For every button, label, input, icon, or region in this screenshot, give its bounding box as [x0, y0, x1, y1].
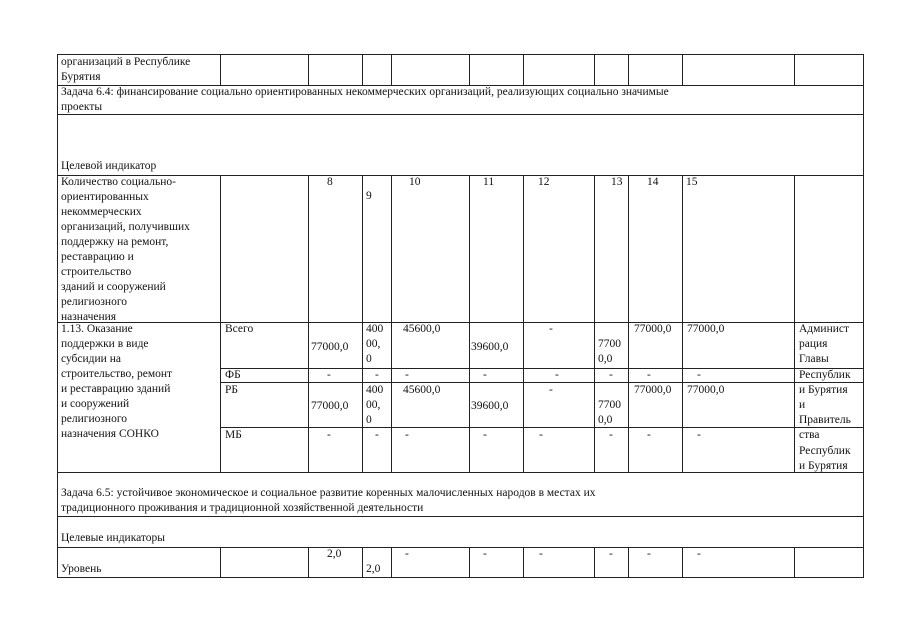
cell-value: -: [697, 429, 701, 441]
row-divider: [57, 547, 864, 548]
col-divider: [523, 175, 524, 472]
cell-value: -: [549, 323, 553, 335]
level-value: 2,0: [366, 563, 381, 575]
source-label: МБ: [225, 429, 242, 441]
cell-value: 77000,0: [311, 400, 349, 412]
col-divider: [794, 547, 795, 578]
cell-value: 39600,0: [471, 400, 509, 412]
col-divider: [220, 175, 221, 472]
col-divider: [523, 547, 524, 578]
indicator-value: 11: [483, 176, 495, 188]
cell-org-label: организаций в Республике Бурятия: [61, 56, 191, 83]
indicator-value: 8: [327, 176, 333, 188]
col-divider: [682, 175, 683, 472]
level-value: -: [405, 548, 409, 560]
source-label: Всего: [225, 323, 254, 335]
col-divider: [308, 54, 309, 85]
cell-value: 7700 0,0: [598, 399, 621, 426]
col-divider: [594, 175, 595, 472]
row-divider: [57, 472, 864, 473]
level-value: 2,0: [327, 548, 342, 560]
col-divider: [794, 54, 795, 85]
col-divider: [682, 54, 683, 85]
document-table: [57, 54, 864, 578]
col-divider: [391, 175, 392, 472]
cell-value: -: [647, 429, 651, 441]
task-6-4-heading: Задача 6.4: финансирование социально ориентированных некоммерческих организаций, реализующих социально значимые проекты: [61, 86, 669, 113]
cell-value: -: [555, 369, 559, 381]
indicator-value: 14: [647, 176, 659, 188]
col-divider: [594, 54, 595, 85]
col-divider: [594, 547, 595, 578]
target-indicators-label: Целевые индикаторы: [61, 532, 166, 544]
table-border-right: [863, 54, 864, 578]
col-divider: [391, 54, 392, 85]
col-divider: [362, 547, 363, 578]
row-divider: [57, 516, 864, 517]
source-label: РБ: [225, 384, 238, 396]
measure-label: 1.13. Оказание поддержки в виде субсидии на строительство, ремонт и реставрацию зданий и сооружений религиозного назначения СОНКО: [61, 323, 173, 440]
cell-value: -: [327, 369, 331, 381]
col-divider: [362, 175, 363, 472]
cell-value: 77000,0: [687, 384, 725, 396]
col-divider: [523, 54, 524, 85]
table-border-bottom: [57, 577, 864, 578]
row-divider: [220, 382, 864, 383]
col-divider: [628, 547, 629, 578]
indicator-value: 12: [538, 176, 550, 188]
cell-value: 77000,0: [634, 384, 672, 396]
level-value: -: [483, 548, 487, 560]
executor-label: Админист рация Главы Республик и Бурятия и Правитель ства Республик и Бурятия: [799, 323, 851, 472]
cell-value: -: [647, 369, 651, 381]
target-indicator-label: Целевой индикатор: [61, 160, 157, 172]
task-6-5-heading: Задача 6.5: устойчивое экономическое и социальное развитие коренных малочисленных народов в местах их традиционного проживания и традиционной хозяйственной деятельности: [61, 487, 596, 514]
col-divider: [308, 547, 309, 578]
col-divider: [308, 175, 309, 472]
col-divider: [469, 54, 470, 85]
indicator-value: 9: [366, 190, 372, 202]
level-value: -: [539, 548, 543, 560]
col-divider: [628, 175, 629, 472]
row-divider: [220, 368, 864, 369]
col-divider: [794, 175, 795, 472]
level-value: -: [697, 548, 701, 560]
col-divider: [220, 547, 221, 578]
cell-value: -: [327, 429, 331, 441]
col-divider: [469, 547, 470, 578]
indicator-value: 13: [611, 176, 623, 188]
cell-value: -: [609, 369, 613, 381]
cell-value: -: [483, 369, 487, 381]
col-divider: [682, 547, 683, 578]
cell-value: -: [375, 369, 379, 381]
level-value: -: [647, 548, 651, 560]
cell-value: 400 00, 0: [366, 384, 384, 426]
source-label: ФБ: [225, 369, 241, 381]
col-divider: [628, 54, 629, 85]
indicator-label: Количество социально- ориентированных некоммерческих организаций, получивших поддержку на ремонт, реставрацию и строительство зданий и сооружений религиозного назначения: [61, 176, 190, 323]
cell-value: 45600,0: [403, 384, 441, 396]
cell-value: -: [483, 429, 487, 441]
cell-value: 77000,0: [311, 341, 349, 353]
cell-value: -: [405, 429, 409, 441]
cell-value: -: [549, 384, 553, 396]
col-divider: [391, 547, 392, 578]
table-border-left: [57, 54, 58, 578]
col-divider: [362, 54, 363, 85]
cell-value: -: [539, 429, 543, 441]
level-label: Уровень: [61, 563, 102, 575]
indicator-value: 15: [686, 176, 698, 188]
indicator-value: 10: [409, 176, 421, 188]
cell-value: 400 00, 0: [366, 323, 384, 365]
cell-value: 77000,0: [634, 323, 672, 335]
cell-value: -: [405, 369, 409, 381]
cell-value: -: [609, 429, 613, 441]
cell-value: -: [697, 369, 701, 381]
col-divider: [469, 175, 470, 472]
cell-value: 77000,0: [687, 323, 725, 335]
cell-value: -: [375, 429, 379, 441]
cell-value: 7700 0,0: [598, 338, 621, 365]
cell-value: 39600,0: [471, 341, 509, 353]
cell-value: 45600,0: [403, 323, 441, 335]
level-value: -: [609, 548, 613, 560]
col-divider: [220, 54, 221, 85]
